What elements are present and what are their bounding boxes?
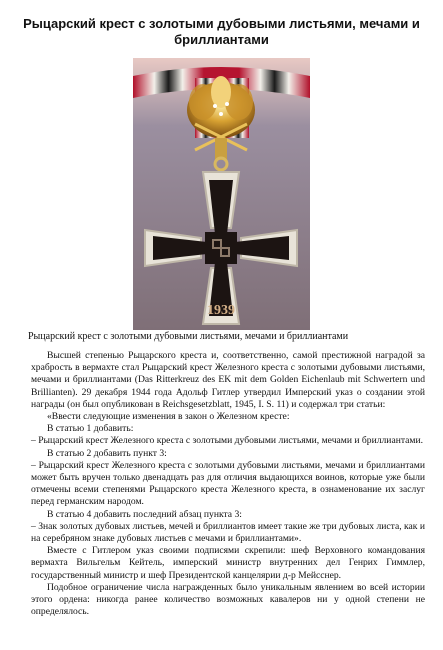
- paragraph: – Рыцарский крест Железного креста с золотыми дубовыми листьями, мечами и бриллиантами может быть вручен только двенадцать раз для отличия выдающихся воинов, которые уже были отмечены всеми степенями Рыцарского креста Железного креста, в ознаменование их заслуг перед германским народом.: [31, 459, 425, 508]
- document-title: Рыцарский крест с золотыми дубовыми листьями, мечами и бриллиантами: [23, 16, 420, 47]
- paragraph: В статью 2 добавить пункт 3:: [47, 447, 167, 459]
- article-body: [31, 350, 425, 618]
- paragraph: Вместе с Гитлером указ своими подписями скрепили: шеф Верховного командования вермахта Вильгельм Кейтель, имперский министр внутренних дел Генрих Гиммлер, государственный министр и шеф Президентской канцелярии д-р Мейсснер.: [31, 545, 425, 581]
- figure-caption: Рыцарский крест с золотыми дубовыми листьями, мечами и бриллиантами: [28, 331, 349, 342]
- paragraph: «Ввести следующие изменения в закон о Железном кресте:: [47, 411, 290, 423]
- knights-cross-photo: [133, 58, 310, 330]
- paragraph: В статью 4 добавить последний абзац пункта 3:: [47, 508, 242, 520]
- paragraph: – Знак золотых дубовых листьев, мечей и бриллиантов имеет такие же три дубовых листа, как и на серебряном знаке дубовых листьев с мечами и бриллиантами».: [31, 520, 425, 545]
- paragraph: Подобное ограничение числа награжденных было уникальным явлением во всей истории этого ордена: никогда ранее количество возможных кавалеров ни у одной степени не определялось.: [31, 581, 425, 618]
- paragraph: В статью 1 добавить:: [47, 423, 134, 435]
- paragraph: Высшей степенью Рыцарского креста и, соответственно, самой престижной наградой за храбрость в вермахте стал Рыцарский крест Железного креста с золотыми дубовыми листьями, мечами и бриллиантами (Das Ritterkreuz des EK mit dem Golden Eichenlaub mit Schwertern und Brillianten). 29 декабря 1944 года Адольф Гитлер утвердил Имперский указ о создании этой награды (он был опубликован в Reichsgesetzblatt, 1945, I. S. 11) и содержал три статьи:: [31, 350, 425, 410]
- paragraph: – Рыцарский крест Железного креста с золотыми дубовыми листьями, мечами и бриллиантами.: [31, 435, 424, 447]
- cross-year-label: 1939: [207, 303, 235, 318]
